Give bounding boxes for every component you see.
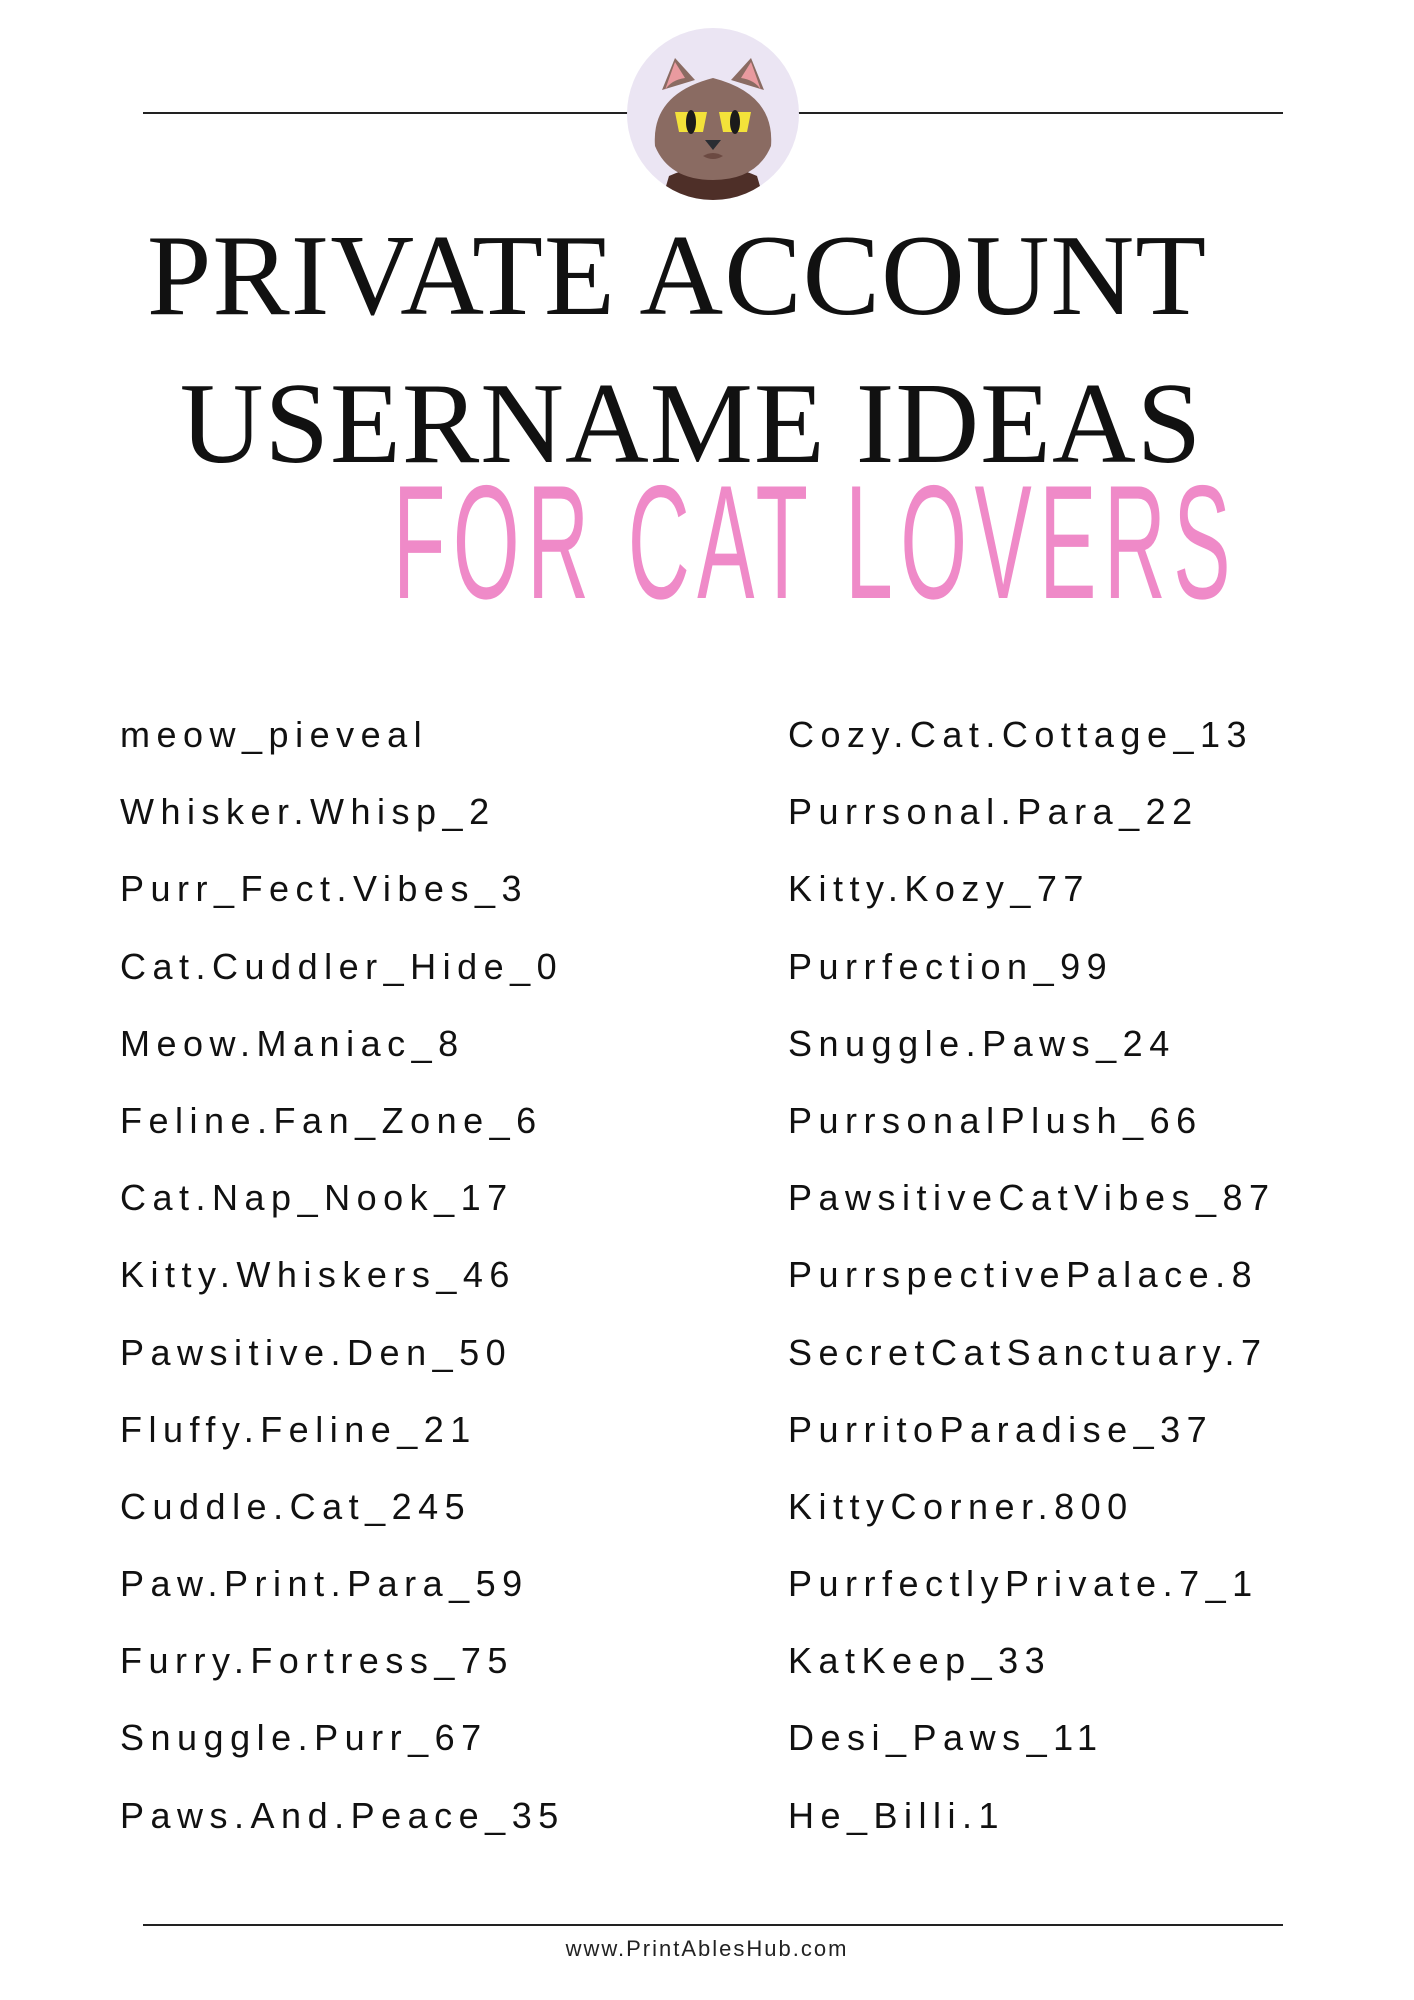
bottom-divider xyxy=(143,1924,1283,1926)
cat-avatar-icon xyxy=(627,28,799,200)
username-item: Snuggle.Paws_24 xyxy=(788,1022,1176,1064)
footer-website: www.PrintAblesHub.com xyxy=(565,1936,849,1961)
top-divider-right xyxy=(797,112,1283,114)
username-item: Cuddle.Cat_245 xyxy=(120,1485,472,1527)
username-item: PurritoParadise_37 xyxy=(788,1408,1214,1450)
top-divider-left xyxy=(143,112,629,114)
username-list-left xyxy=(120,696,565,1854)
title-line-2: USERNAME IDEAS xyxy=(179,360,1203,488)
title-line-1: PRIVATE ACCOUNT xyxy=(146,212,1208,340)
username-item: meow_pieveal xyxy=(120,714,429,755)
username-item: Cat.Cuddler_Hide_0 xyxy=(120,945,564,987)
username-item: PurrspectivePalace.8 xyxy=(788,1254,1259,1296)
username-item: PawsitiveCatVibes_87 xyxy=(788,1177,1276,1219)
username-item: Purrsonal.Para_22 xyxy=(788,791,1199,833)
username-item: Feline.Fan_Zone_6 xyxy=(120,1099,543,1141)
username-item: Purr_Fect.Vibes_3 xyxy=(120,868,528,910)
username-item: Pawsitive.Den_50 xyxy=(120,1331,513,1373)
username-item: Kitty.Kozy_77 xyxy=(788,868,1090,910)
username-item: Snuggle.Purr_67 xyxy=(120,1717,488,1759)
username-item: Meow.Maniac_8 xyxy=(120,1022,465,1064)
username-item: Cozy.Cat.Cottage_13 xyxy=(788,714,1254,755)
username-item: Fluffy.Feline_21 xyxy=(120,1408,477,1450)
username-item: KittyCorner.800 xyxy=(788,1485,1134,1527)
username-item: Furry.Fortress_75 xyxy=(120,1640,514,1682)
username-item: Paws.And.Peace_35 xyxy=(120,1794,565,1836)
subtitle: FOR CAT LOVERS xyxy=(393,452,1238,633)
username-item: Paw.Print.Para_59 xyxy=(120,1563,529,1605)
username-item: Kitty.Whiskers_46 xyxy=(120,1254,516,1296)
username-item: He_Billi.1 xyxy=(788,1794,1006,1836)
username-item: KatKeep_33 xyxy=(788,1640,1052,1682)
username-item: Purrfection_99 xyxy=(788,945,1114,987)
username-item: SecretCatSanctuary.7 xyxy=(788,1331,1268,1373)
username-item: PurrsonalPlush_66 xyxy=(788,1099,1203,1141)
username-item: PurrfectlyPrivate.7_1 xyxy=(788,1563,1259,1605)
username-list-right xyxy=(788,696,1276,1854)
username-item: Cat.Nap_Nook_17 xyxy=(120,1177,514,1219)
username-item: Desi_Paws_11 xyxy=(788,1717,1104,1759)
username-item: Whisker.Whisp_2 xyxy=(120,791,496,833)
